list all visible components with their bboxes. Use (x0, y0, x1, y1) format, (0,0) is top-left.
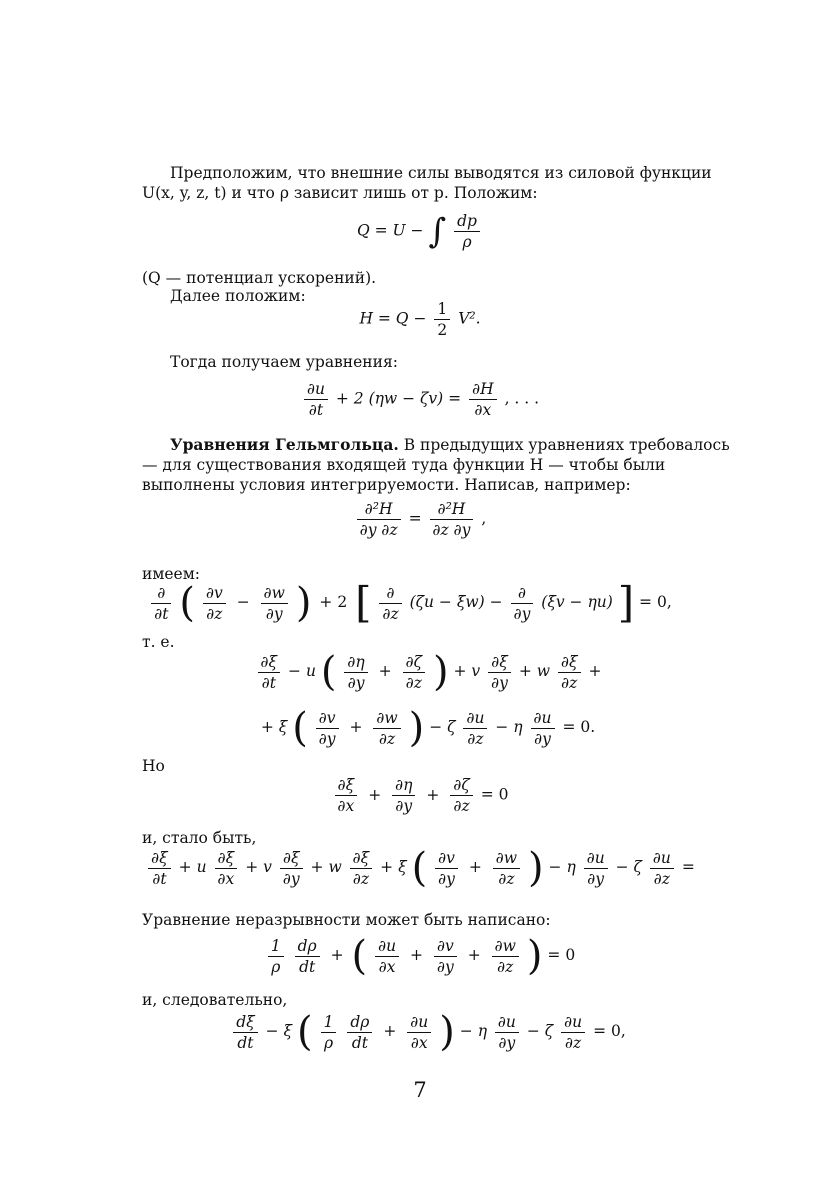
plus-sign: + (467, 946, 481, 964)
section-heading: Уравнения Гельмгольца. (170, 435, 399, 454)
frac-den: ∂z (352, 869, 370, 888)
frac-den: ∂z (653, 869, 670, 888)
paragraph-force-function: Предположим, что внешние силы выводятся из силовой функции U(x, y, z, t) и что ρ зависит лишь от p. Положим: (142, 164, 712, 202)
formula-tail: = (681, 858, 695, 876)
frac-num: ∂v (434, 937, 457, 957)
frac-den: ∂z (467, 729, 484, 748)
frac-num: ∂ (379, 584, 401, 604)
formula-tail: + (588, 662, 602, 680)
paragraph-ie: т. е. (142, 633, 175, 651)
frac-den: ∂x (474, 401, 492, 419)
frac-num: ∂ξ (558, 653, 581, 673)
formula-acceleration-potential (0, 212, 840, 251)
paragraph-helmholtz-text: В предыдущих уравнениях требовалось — для существования входящей туда функции H — чтобы были выполнены условия интегрируемости. Написав, например: (142, 436, 730, 494)
frac-den: ∂z (378, 729, 396, 748)
frac-num: ∂u (495, 1013, 519, 1033)
left-paren: ( (292, 705, 308, 751)
frac-num: ∂η (392, 776, 415, 796)
frac-den: ∂t (154, 604, 169, 623)
frac-num: ∂²H (430, 500, 474, 520)
frac-num: ∂u (407, 1013, 431, 1033)
frac-den: 2 (437, 321, 448, 339)
frac-den: ∂y (587, 869, 605, 888)
plus-sign: + (330, 946, 344, 964)
frac-den: ∂t (308, 401, 324, 419)
paragraph-further: Далее положим: (170, 287, 306, 305)
frac-num: ∂ζ (403, 653, 425, 673)
formula-expanded-line2 (8, 705, 840, 751)
frac-den: ∂z (206, 604, 223, 623)
left-paren: ( (320, 649, 337, 695)
paragraph-continuity: Уравнение неразрывности может быть написано: (142, 911, 551, 929)
frac-num: 1 (321, 1013, 337, 1033)
frac-den: ∂y (498, 1033, 516, 1052)
frac-num: ∂ξ (488, 653, 511, 673)
frac-num: ∂v (435, 849, 458, 869)
frac-den: ∂y ∂z (359, 521, 398, 539)
frac-den: ∂z (382, 604, 399, 623)
plus-sign: + (468, 858, 482, 876)
formula-expanded-line1 (8, 649, 840, 695)
frac-num: ∂u (531, 709, 555, 729)
frac-den: ∂z ∂y (432, 521, 471, 539)
right-paren: ) (528, 845, 544, 891)
frac-num: ∂ξ (335, 776, 358, 796)
paragraph-therefore: и, стало быть, (142, 829, 257, 847)
frac-den: ∂x (378, 957, 396, 976)
paragraph-but: Но (142, 757, 165, 775)
frac-den: ∂y (318, 729, 336, 748)
frac-num: ∂ξ (215, 849, 238, 869)
frac-num: dξ (233, 1013, 257, 1033)
frac-num: dρ (347, 1013, 372, 1033)
frac-den: ρ (462, 233, 472, 251)
formula-mid: + 2 (ηw − ζv) = (335, 389, 462, 408)
frac-den: ∂y (282, 869, 300, 888)
formula-term: + w (518, 662, 551, 680)
frac-num: 1 (434, 300, 450, 320)
integral-sign: ∫ (428, 211, 447, 252)
minus-sign: − (236, 593, 250, 611)
formula-tail: = 0, (639, 593, 672, 611)
formula-tail: = 0. (562, 718, 596, 736)
formula-term: − η (495, 718, 523, 736)
formula-final (8, 1009, 840, 1055)
right-paren: ) (432, 649, 449, 695)
formula-tail: = 0, (593, 1022, 626, 1040)
page-number: 7 (413, 1078, 427, 1102)
frac-num: ∂η (344, 653, 367, 673)
left-paren: ( (351, 933, 368, 979)
frac-num: dp (454, 212, 480, 232)
formula-term: − η (548, 858, 576, 876)
right-paren: ) (295, 580, 312, 626)
frac-num: ∂u (650, 849, 674, 869)
frac-num: ∂w (492, 937, 519, 957)
left-bracket: [ (355, 578, 372, 627)
formula-euler-equation (0, 380, 840, 419)
left-paren: ( (411, 845, 428, 891)
frac-num: ∂ζ (450, 776, 472, 796)
frac-den: ∂y (491, 673, 508, 692)
frac-num: ∂H (469, 380, 497, 400)
frac-num: ∂w (261, 584, 288, 604)
frac-den: ∂y (534, 729, 551, 748)
formula-vorticity-derivative (0, 578, 830, 627)
formula-term: + w (310, 858, 342, 876)
frac-den: ρ (323, 1033, 334, 1052)
frac-den: ∂x (337, 797, 355, 815)
frac-den: ∂y (513, 604, 531, 623)
formula-term: + v (453, 662, 481, 680)
plus-sign: + (410, 946, 424, 964)
frac-den: ∂y (265, 604, 283, 623)
paragraph-we-have: имеем: (142, 565, 201, 583)
formula-term: − ζ (615, 858, 642, 876)
formula-lhs: H = Q − (359, 309, 427, 328)
frac-num: ∂u (304, 380, 328, 400)
frac-num: ∂ξ (258, 653, 281, 673)
formula-tail: = 0 (547, 946, 576, 964)
frac-den: ρ (271, 957, 281, 976)
frac-den: ∂y (347, 673, 365, 692)
frac-den: ∂t (152, 869, 167, 888)
frac-den: ∂z (565, 1033, 582, 1052)
frac-den: dt (299, 957, 316, 976)
plus-sign: + (368, 785, 382, 804)
frac-num: ∂v (316, 709, 339, 729)
plus-two: + 2 (319, 593, 348, 611)
formula-term: (ζu − ξw) − (409, 593, 503, 611)
frac-den: ∂z (498, 869, 515, 888)
formula-h-definition (0, 300, 840, 339)
frac-den: dt (351, 1033, 368, 1052)
formula-term: − ξ (265, 1022, 293, 1040)
paragraph-potential-note: (Q — потенциал ускорений). (142, 269, 377, 287)
formula-divergence-vorticity (0, 776, 840, 815)
frac-num: ∂u (375, 937, 399, 957)
formula-term: + ξ (260, 718, 288, 736)
formula-tail: , . . . (504, 389, 540, 408)
plus-sign: + (349, 718, 363, 736)
paragraph-helmholtz (142, 435, 732, 495)
frac-den: ∂t (261, 673, 276, 692)
formula-lhs: Q = U − (357, 221, 424, 240)
frac-num: ∂u (463, 709, 487, 729)
frac-den: ∂x (217, 869, 235, 888)
formula-tail: , (481, 509, 487, 528)
formula-term: + v (245, 858, 272, 876)
right-paren: ) (526, 933, 543, 979)
left-paren: ( (179, 580, 196, 626)
frac-den: ∂x (410, 1033, 428, 1052)
right-bracket: ] (617, 578, 635, 627)
right-paren: ) (408, 705, 425, 751)
plus-sign: + (426, 785, 440, 804)
frac-den: dt (237, 1033, 254, 1052)
left-paren: ( (297, 1009, 313, 1055)
frac-num: ∂ (511, 584, 534, 604)
equals-sign: = (408, 509, 422, 528)
formula-term: − ζ (526, 1022, 554, 1040)
frac-num: ∂u (584, 849, 608, 869)
frac-den: ∂y (395, 797, 413, 815)
frac-num: ∂ξ (350, 849, 373, 869)
formula-tail: V². (458, 309, 481, 328)
frac-den: ∂y (438, 869, 455, 888)
paragraph-then: Тогда получаем уравнения: (170, 353, 398, 371)
formula-term: (ξv − ηu) (541, 593, 613, 611)
formula-helmholtz-result (0, 845, 840, 891)
frac-den: ∂z (497, 957, 514, 976)
frac-den: ∂z (561, 673, 578, 692)
formula-tail: = 0 (480, 785, 509, 804)
formula-term: − ζ (429, 718, 456, 736)
frac-num: ∂ (151, 584, 171, 604)
frac-num: dρ (295, 937, 320, 957)
frac-num: ∂u (561, 1013, 585, 1033)
formula-term: + u (178, 858, 207, 876)
frac-den: ∂y (436, 957, 454, 976)
plus-sign: + (383, 1022, 397, 1040)
frac-num: 1 (268, 937, 284, 957)
plus-sign: + (378, 662, 392, 680)
frac-den: ∂z (405, 673, 422, 692)
right-paren: ) (439, 1009, 455, 1055)
formula-term: − u (288, 662, 316, 680)
formula-integrability (0, 500, 840, 539)
frac-num: ∂²H (357, 500, 401, 520)
formula-continuity (0, 933, 840, 979)
formula-term: + ξ (380, 858, 407, 876)
frac-num: ∂ξ (148, 849, 171, 869)
frac-den: ∂z (453, 797, 470, 815)
frac-num: ∂v (203, 584, 226, 604)
formula-term: − η (459, 1022, 487, 1040)
frac-num: ∂ξ (280, 849, 303, 869)
frac-num: ∂w (493, 849, 520, 869)
frac-num: ∂w (373, 709, 400, 729)
paragraph-consequently: и, следовательно, (142, 991, 288, 1009)
